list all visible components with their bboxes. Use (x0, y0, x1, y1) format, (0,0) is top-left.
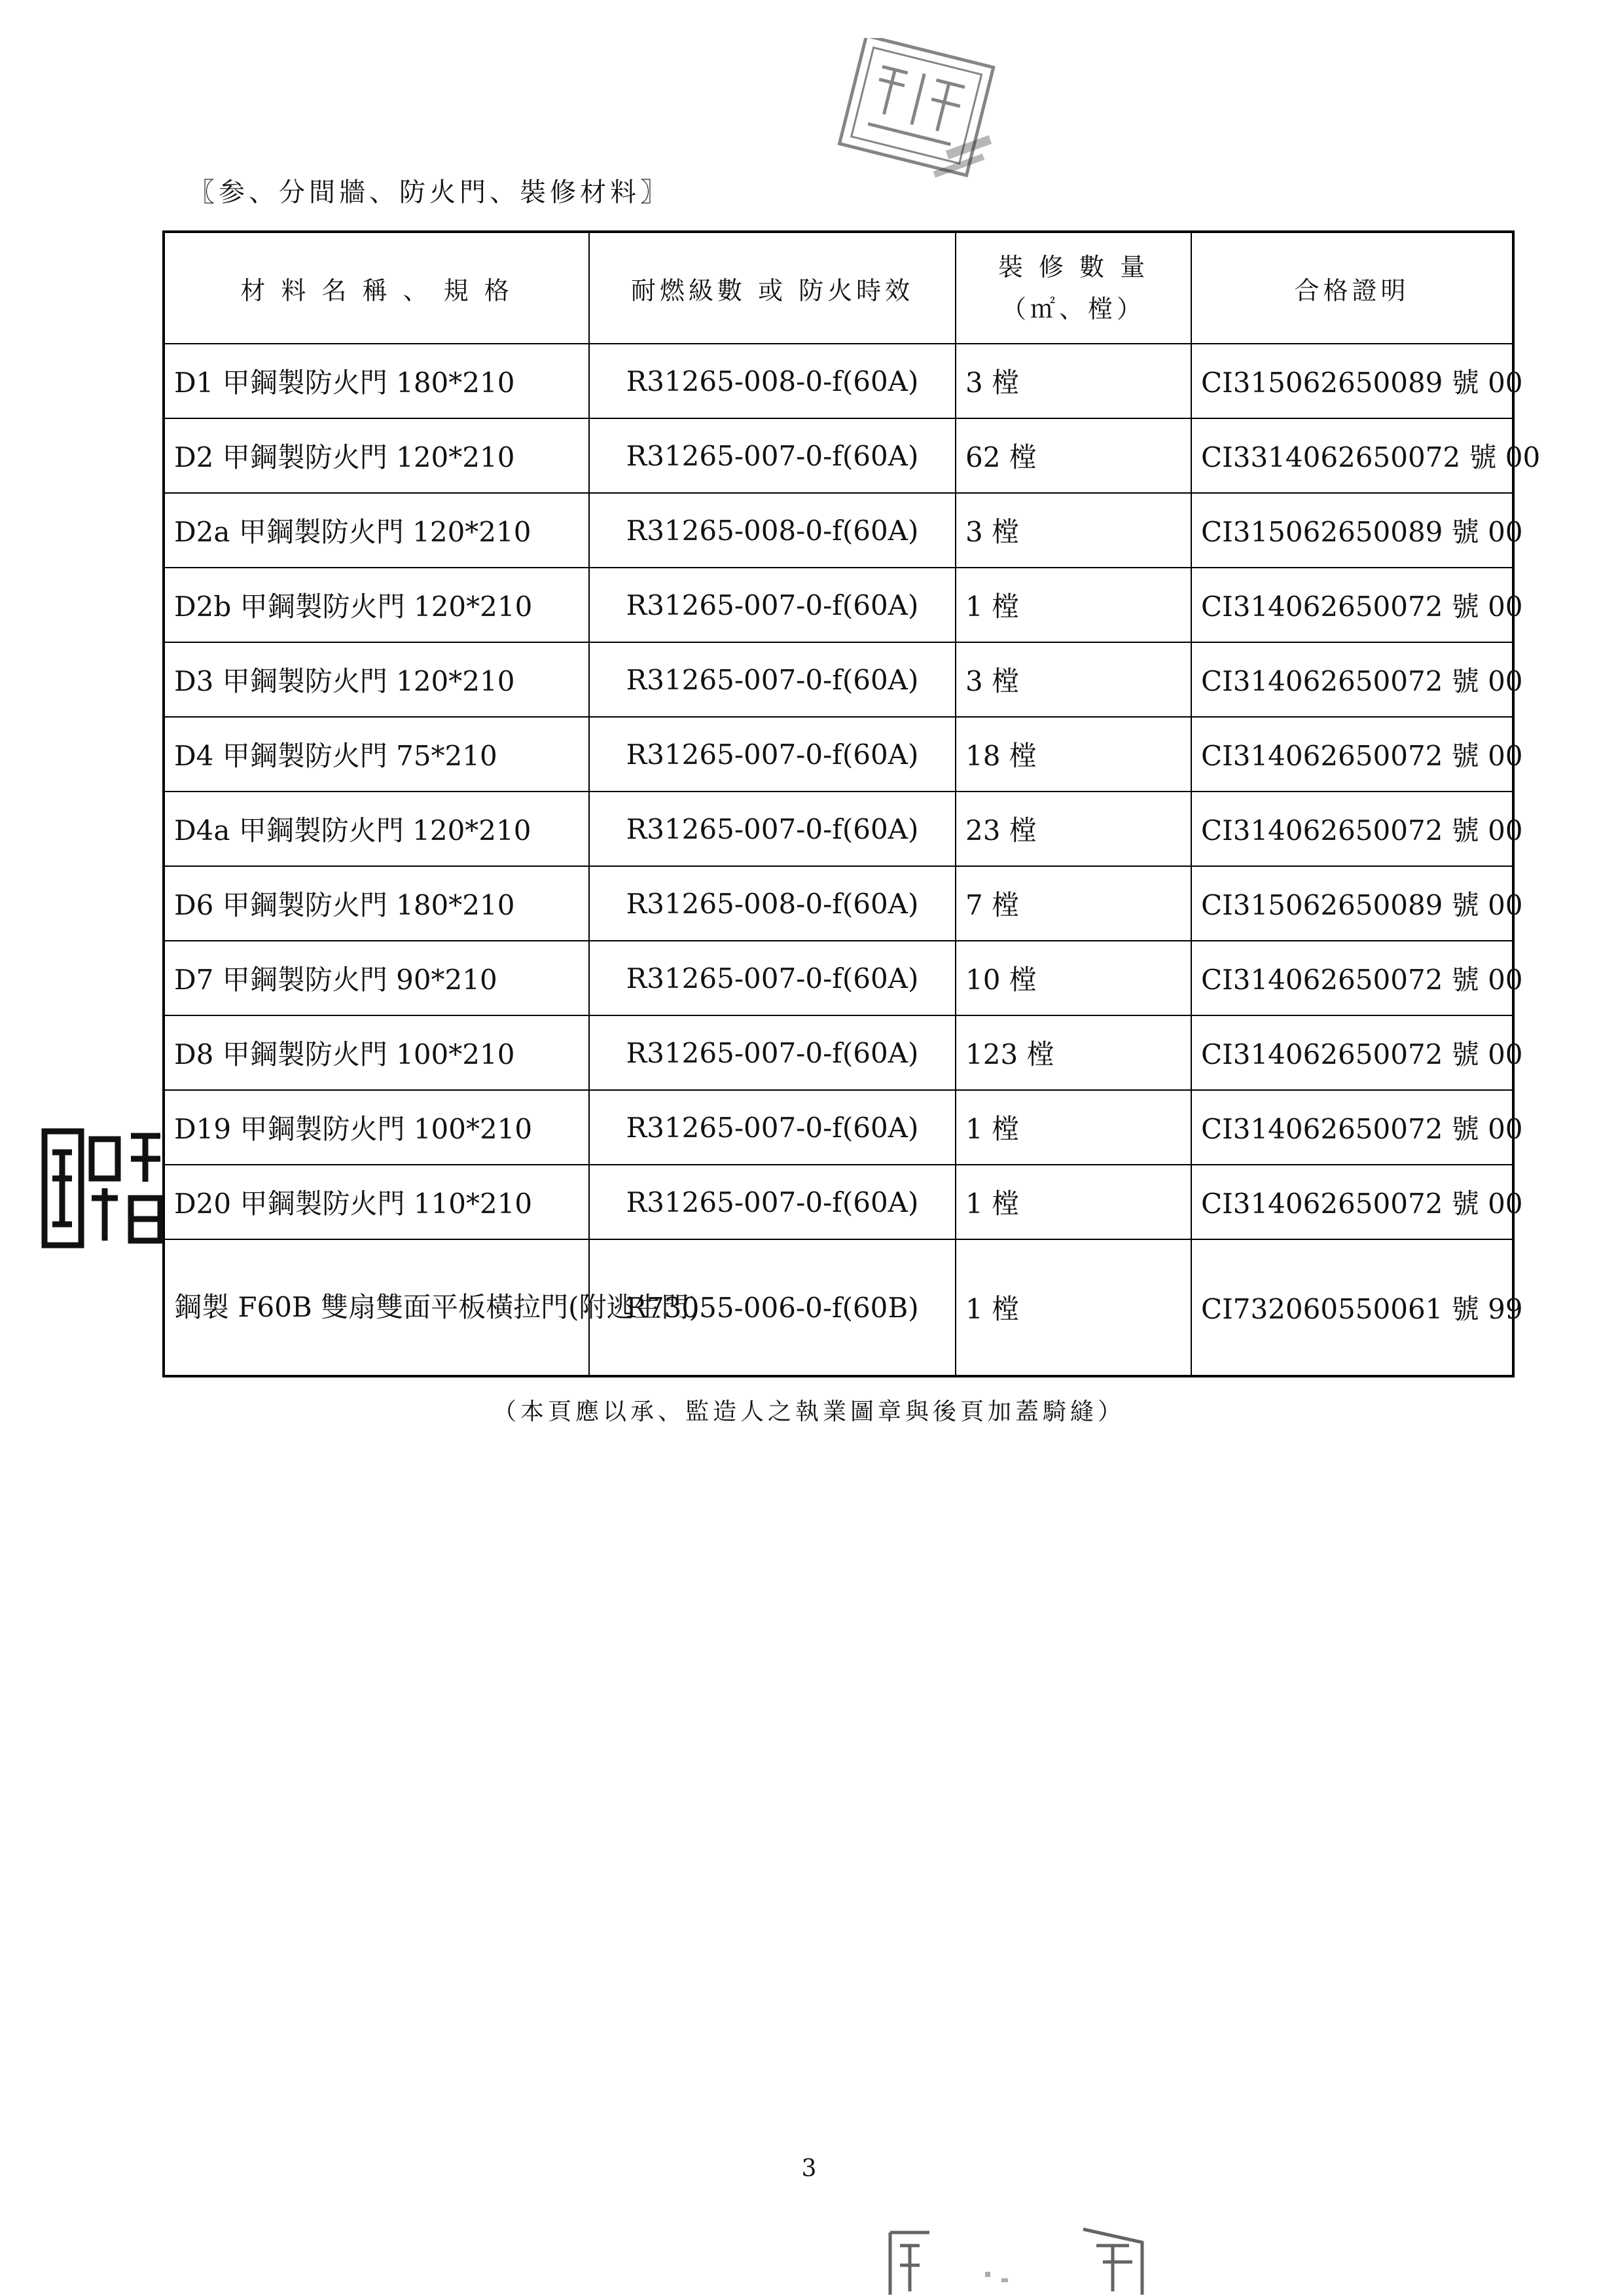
row-fire-rating: R31265-008-0-f(60A) (589, 344, 956, 418)
row-certificate: CI314062650072 號 00 (1191, 1165, 1513, 1239)
row-quantity: 1 樘 (956, 1239, 1191, 1376)
row-material-name: D2a 甲鋼製防火門 120*210 (164, 493, 589, 568)
header-quantity-unit: （㎡、樘） (1001, 295, 1145, 323)
row-fire-rating: R31265-008-0-f(60A) (589, 866, 956, 941)
header-certificate: 合格證明 (1191, 232, 1513, 344)
row-material-name: D6 甲鋼製防火門 180*210 (164, 866, 589, 941)
row-certificate: CI314062650072 號 00 (1191, 941, 1513, 1015)
header-fire-rating: 耐燃級數 或 防火時效 (589, 232, 956, 344)
table-row (164, 1239, 1513, 1376)
table-row (164, 717, 1513, 792)
row-certificate: CI732060550061 號 99 (1191, 1239, 1513, 1376)
row-material-name: D8 甲鋼製防火門 100*210 (164, 1015, 589, 1090)
section-title: 〖参、分間牆、防火門、裝修材料〗 (189, 177, 670, 208)
row-fire-rating: R31265-007-0-f(60A) (589, 717, 956, 792)
row-material-name: 鋼製 F60B 雙扇雙面平板橫拉門(附逃生門) (164, 1239, 589, 1376)
row-certificate: CI314062650072 號 00 (1191, 642, 1513, 717)
official-seal-icon (821, 38, 1018, 202)
row-certificate: CI314062650072 號 00 (1191, 568, 1513, 642)
table-row (164, 1165, 1513, 1239)
row-quantity: 1 樘 (956, 1165, 1191, 1239)
row-certificate: CI315062650089 號 00 (1191, 493, 1513, 568)
row-quantity: 3 樘 (956, 642, 1191, 717)
row-quantity: 23 樘 (956, 792, 1191, 866)
row-fire-rating: R31265-007-0-f(60A) (589, 1165, 956, 1239)
footnote: （本頁應以承、監造人之執業圖章與後頁加蓋騎縫） (492, 1398, 1125, 1425)
table-row (164, 642, 1513, 717)
row-certificate: CI315062650089 號 00 (1191, 344, 1513, 418)
row-quantity: 18 樘 (956, 717, 1191, 792)
row-fire-rating: R31265-007-0-f(60A) (589, 1090, 956, 1165)
row-quantity: 7 樘 (956, 866, 1191, 941)
row-material-name: D1 甲鋼製防火門 180*210 (164, 344, 589, 418)
header-material-name: 材 料 名 稱 、 規 格 (164, 232, 589, 344)
row-certificate: CI314062650072 號 00 (1191, 717, 1513, 792)
row-material-name: D3 甲鋼製防火門 120*210 (164, 642, 589, 717)
row-fire-rating: R31265-007-0-f(60A) (589, 418, 956, 493)
row-fire-rating: R31265-007-0-f(60A) (589, 792, 956, 866)
table-row (164, 344, 1513, 418)
row-fire-rating: R31265-007-0-f(60A) (589, 941, 956, 1015)
table-header-row (164, 232, 1513, 344)
row-fire-rating: R31265-008-0-f(60A) (589, 493, 956, 568)
row-material-name: D2 甲鋼製防火門 120*210 (164, 418, 589, 493)
table-row (164, 1015, 1513, 1090)
header-quantity (956, 232, 1191, 344)
row-material-name: D4 甲鋼製防火門 75*210 (164, 717, 589, 792)
row-fire-rating: R73055-006-0-f(60B) (589, 1239, 956, 1376)
table-row (164, 866, 1513, 941)
table-row (164, 941, 1513, 1015)
materials-table (162, 230, 1541, 1377)
row-certificate: CI315062650089 號 00 (1191, 866, 1513, 941)
row-quantity: 1 樘 (956, 568, 1191, 642)
row-material-name: D20 甲鋼製防火門 110*210 (164, 1165, 589, 1239)
row-fire-rating: R31265-007-0-f(60A) (589, 642, 956, 717)
row-material-name: D4a 甲鋼製防火門 120*210 (164, 792, 589, 866)
table-row (164, 568, 1513, 642)
page-number: 3 (801, 2155, 817, 2182)
row-fire-rating: R31265-007-0-f(60A) (589, 1015, 956, 1090)
row-quantity: 3 樘 (956, 344, 1191, 418)
header-quantity-label: 裝 修 數 量 (998, 253, 1149, 282)
row-quantity: 10 樘 (956, 941, 1191, 1015)
row-material-name: D19 甲鋼製防火門 100*210 (164, 1090, 589, 1165)
seam-seal-icon (887, 2226, 1162, 2296)
table-row (164, 493, 1513, 568)
table-row (164, 418, 1513, 493)
row-material-name: D7 甲鋼製防火門 90*210 (164, 941, 589, 1015)
table-row (164, 1090, 1513, 1165)
row-certificate: CI314062650072 號 00 (1191, 1015, 1513, 1090)
row-quantity: 3 樘 (956, 493, 1191, 568)
row-quantity: 123 樘 (956, 1015, 1191, 1090)
table-row (164, 792, 1513, 866)
row-quantity: 1 樘 (956, 1090, 1191, 1165)
row-quantity: 62 樘 (956, 418, 1191, 493)
registration-seal-icon (39, 1126, 167, 1250)
row-certificate: CI3314062650072 號 00 (1191, 418, 1513, 493)
row-fire-rating: R31265-007-0-f(60A) (589, 568, 956, 642)
row-material-name: D2b 甲鋼製防火門 120*210 (164, 568, 589, 642)
row-certificate: CI314062650072 號 00 (1191, 1090, 1513, 1165)
row-certificate: CI314062650072 號 00 (1191, 792, 1513, 866)
